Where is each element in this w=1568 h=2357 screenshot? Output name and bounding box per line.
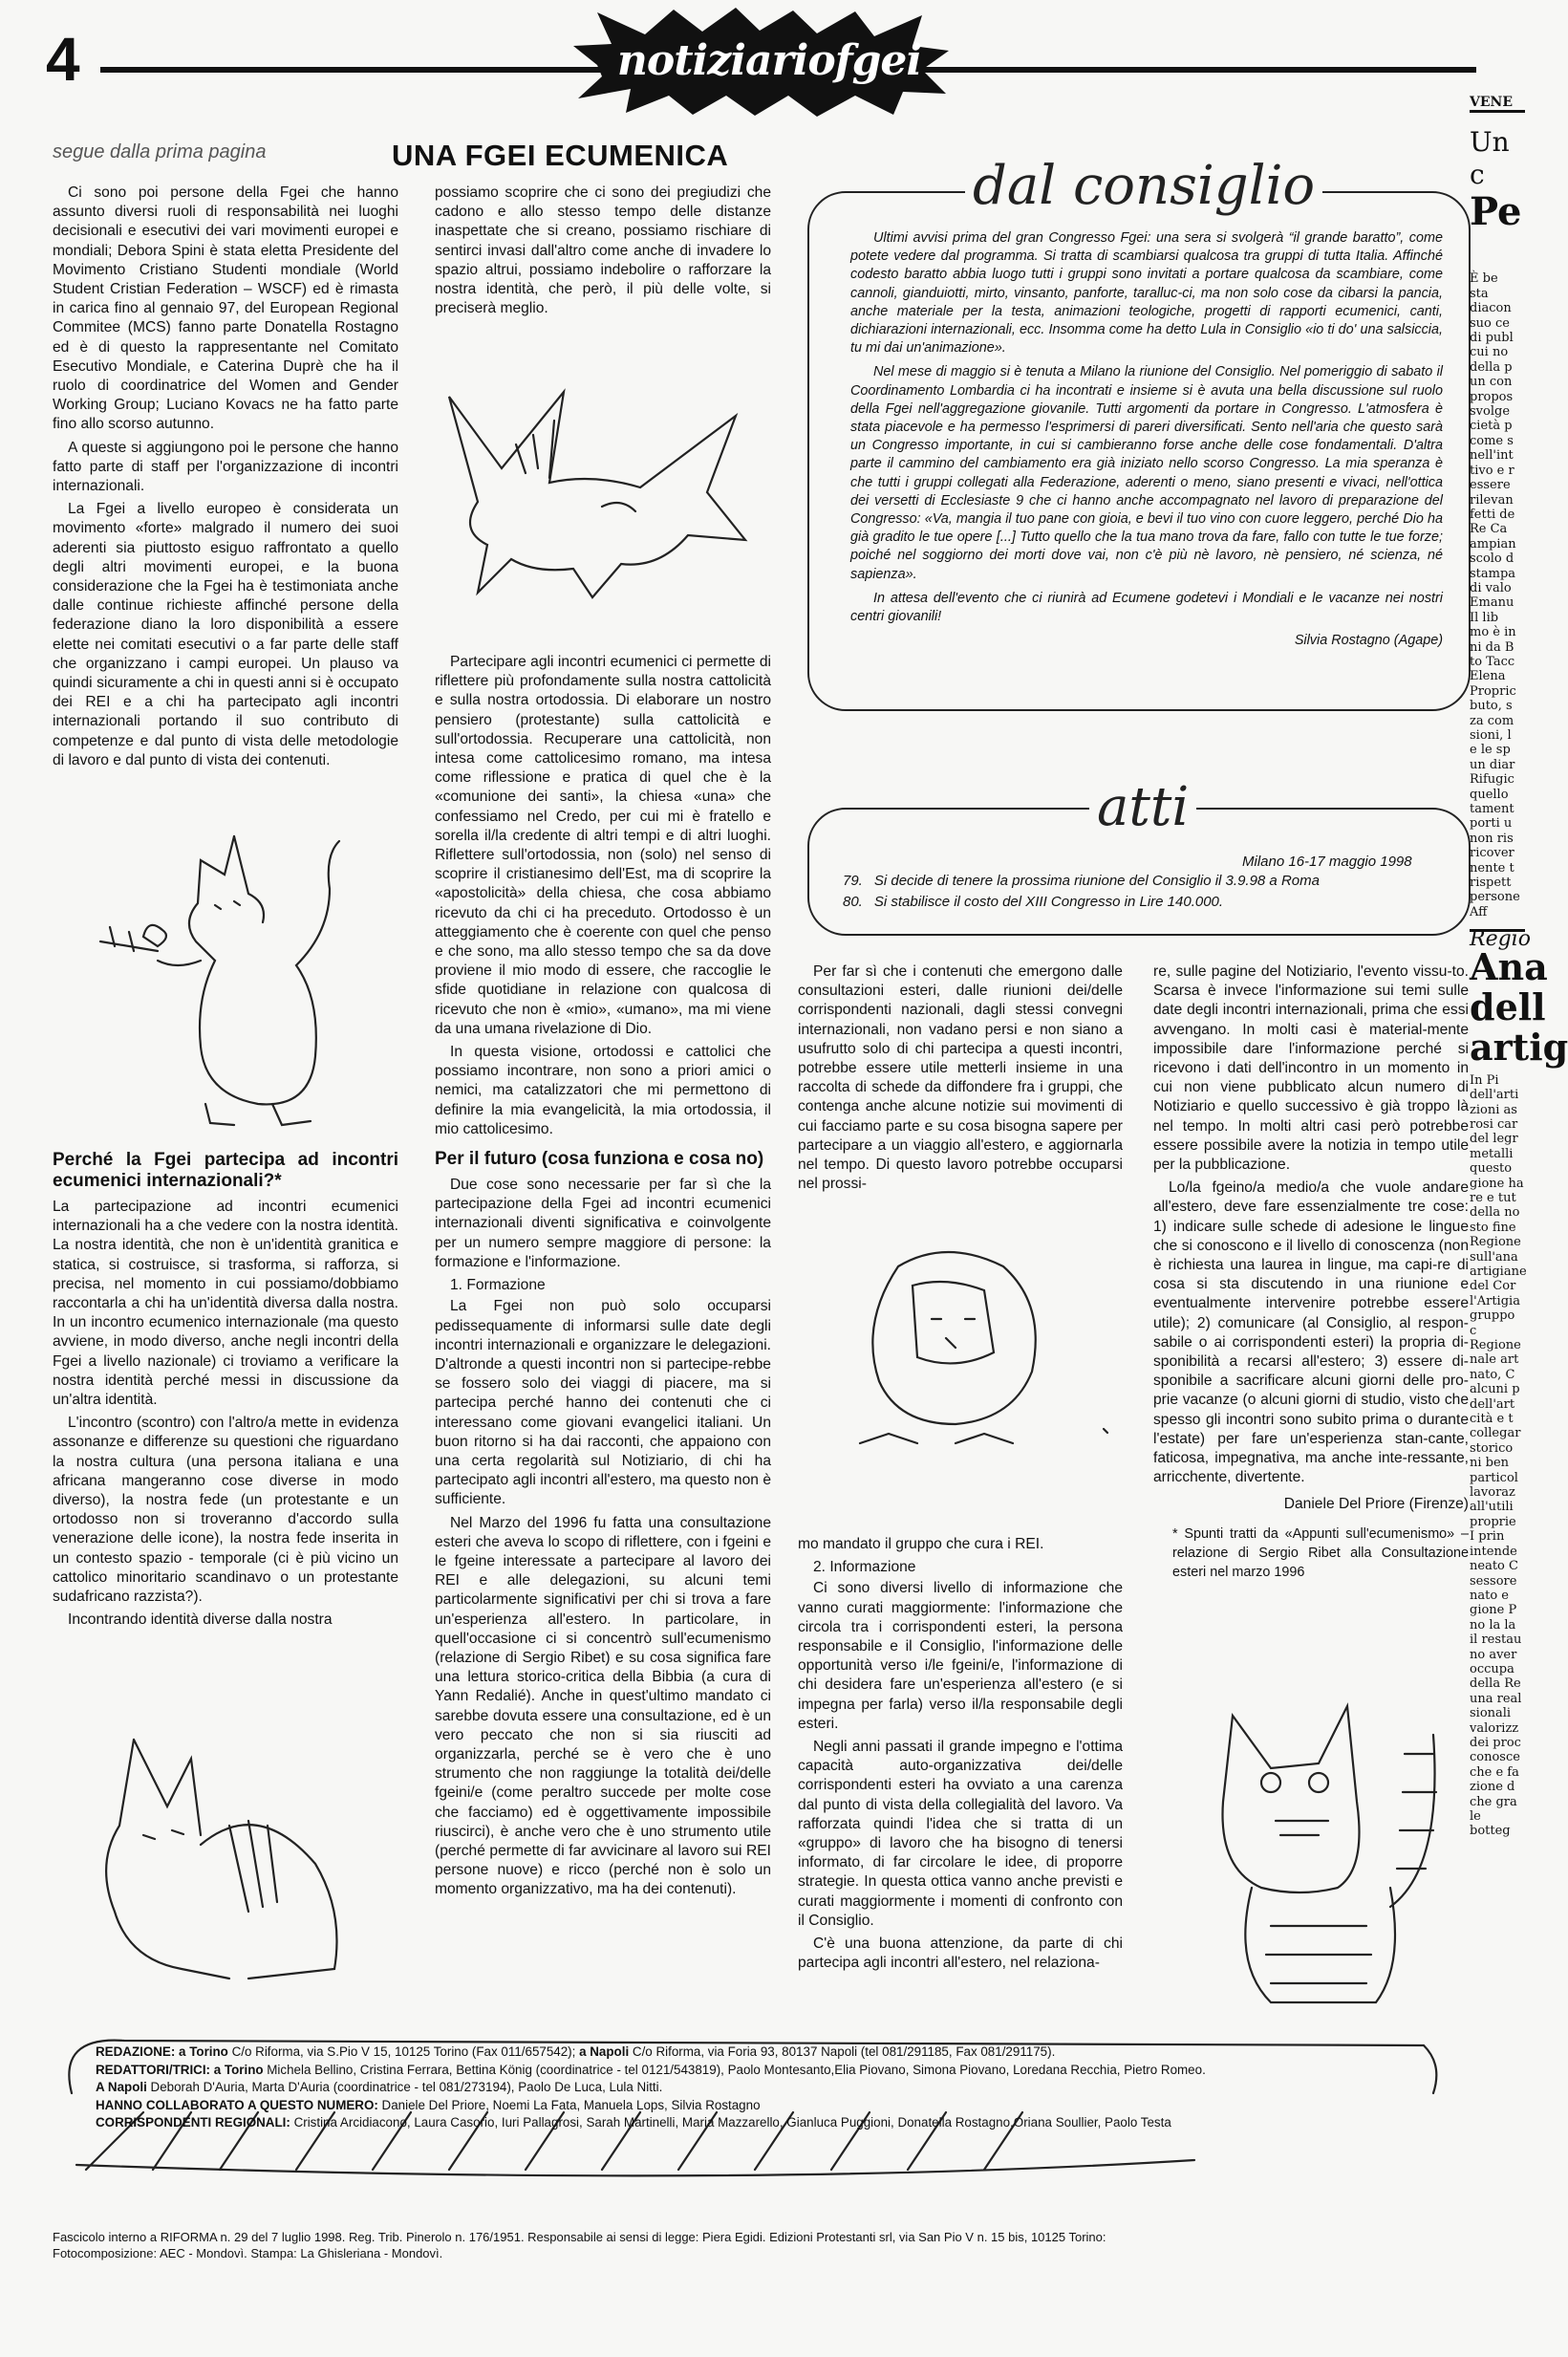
item-number: 79. xyxy=(843,873,863,889)
paragraph: Per far sì che i contenuti che emergono dalle consultazioni esteri, dalle riunioni dei/delle corrispondenti nazionali, dagli stessi convegni internazionali, non vadano persi e non siano a usufrutto solo di chi partecipa a questi incontri, potrebbe essere utile metterli insieme in una raccolta di schede da diffondere fra i gruppi, che contenga anche alcune notizie sui movimenti di cui facciamo parte e su cosa bisogna sapere per partecipare a un viaggio all'estero, e aggiornarla nel tempo. Di questo lavoro potrebbe occuparsi nel prossi- xyxy=(798,963,1123,1193)
paragraph: Lo/la fgeino/a medio/a che vuole andare all'estero, deve fare essenzialmente tre cose: 1) indicare sulle schede di adesione le lingue che si conoscono e il livello di conoscenza (non è richiesta una laurea in lingue, ma capi-re di cosa si sta discutendo in una riunione e eventualmente intervenire potrebbe essere utile); 2) comunicare (al Consiglio, al respon-sabile o ai corrispondenti esteri) la propria di-sponibilità a recarsi all'estero; 3) essere di-sponibile a sacrificare alcuni giorni delle pro-prie vacanze (o alcuni giorni di studio, visto che spesso gli incontri sono subito prima o durante l'estate) per fare un'esperienza stan-cante, faticosa, impegnativa, ma anche inte-ressante, arricchente, divertente. xyxy=(1153,1179,1469,1486)
strip-line: neato C xyxy=(1470,1559,1518,1574)
strip-line: di publ xyxy=(1470,331,1514,346)
label: CORRISPONDENTI REGIONALI: xyxy=(96,2115,290,2130)
strip-line: rispett xyxy=(1470,876,1512,891)
column-1-top xyxy=(53,184,398,774)
strip-line: una real xyxy=(1470,1691,1522,1706)
consiglio-title-wrap xyxy=(965,155,1322,217)
strip-line: I prin xyxy=(1470,1529,1505,1545)
column-2-top xyxy=(435,184,771,322)
strip-line: di valo xyxy=(1470,580,1512,595)
strip-line: all'utili xyxy=(1470,1500,1514,1515)
strip-line: Il lib xyxy=(1470,610,1499,625)
strip-line: cietà p xyxy=(1470,419,1513,434)
strip-line: metalli xyxy=(1470,1146,1514,1161)
strip-line: gione P xyxy=(1470,1603,1517,1618)
strip-line: l'Artigia xyxy=(1470,1293,1520,1308)
strip-line: sessore xyxy=(1470,1573,1517,1589)
strip-line: za com xyxy=(1470,713,1514,728)
strip-line: essere xyxy=(1470,478,1511,493)
strip-tab: VENE xyxy=(1470,96,1525,113)
label: A Napoli xyxy=(96,2080,147,2095)
article-title: UNA FGEI ECUMENICA xyxy=(392,139,729,172)
striped-cat-illustration xyxy=(1185,1677,1471,2022)
column-4 xyxy=(1153,962,1469,1586)
paragraph: possiamo scoprire che ci sono dei pregiudizi che cadono e allo stesso tempo delle distanze inaspettate che si creano, possiamo rischiare di sentirci invasi dall'altro come anche di invadere lo spazio altrui, possiamo indebolire o rafforzare la nostra identità, che però, il più delle volte, si preciserà meglio. xyxy=(435,184,771,317)
paragraph: mo mandato il gruppo che cura i REI. xyxy=(798,1536,1044,1552)
paragraph: La Fgei a livello europeo è considerata un movimento «forte» malgrado il numero dei suoi aderenti sia piuttosto esiguo raffrontato a quello degli altri movimenti europei, e la buona considerazione che la Fgei ha è testimoniata anche dalle continue richieste affinché persone della federazione diano la loro disponibilità a essere elette nei comitati esecutivi o a far parte delle staff che organizzano i campi europei. Un plauso va quindi sicuramente a chi in questi anni si è occupato dei REI e a chi ha partecipato agli incontri internazionali portando il suo contributo di competenze e dal punto di vista delle metodologie di lavoro e dal punto di vista dei contenuti. xyxy=(53,501,398,768)
paragraph: Ci sono diversi livello di informazione che vanno curati maggiormente: l'informazione che circola tra i corrispondenti esteri, la persona responsabile e il Consiglio, l'informazione delle opportunità verso i/le fgeini/e, l'informazione di chi desidera fare un'esperienza all'estero (e si impegna per farla) verso il/la responsabile degli esteri. xyxy=(798,1580,1123,1732)
strip-line: Rifugic xyxy=(1470,772,1514,788)
strip-line: storico xyxy=(1470,1440,1514,1456)
strip-line: intende xyxy=(1470,1544,1517,1559)
strip-line: questo xyxy=(1470,1161,1513,1177)
paragraph: La partecipazione ad incontri ecumenici internazionali ha a che vedere con la nostra identità. La nostra identità, che non è un'identità granitica e statica, si costruisce, si trasforma, si rafforza, si precisa, nel momento in cui possiamo/dobbiamo raccontarla a chi ha un'identità diversa dalla nostra. In un incontro ecumenico internazionale (ma questo avviene, in modo diverso, anche negli incontri della Fgei a livello nazionale) ci troviamo a verificare la nostra identità perché messi in discussione da un'altra identità. xyxy=(53,1199,398,1409)
strip-line: ampian xyxy=(1470,536,1516,551)
strip-line: In Pi xyxy=(1470,1072,1499,1088)
paragraph: re, sulle pagine del Notiziario, l'evento vissu-to. Scarsa è invece l'informazione sui temi sulle date degli incontri internazionali, prima che essi avvengano. In molti casi è material-mente impossibile dare l'informazione perché si ricevono i dati dell'incontro in un momento in cui non viene pubblicato alcun numero di Notiziario e quello successivo è già troppo là nel tempo. In molti altri casi però potrebbe essere possibile avere la notizia in tempo utile per la pubblicazione. xyxy=(1153,963,1469,1174)
paragraph: In questa visione, ortodossi e cattolici che possiamo incontrare, non sono a priori amici o nemici, ma catalizzatori che mi permettono di definire la mia evangelicità, la mia ortodossia, il mio cattolicesimo. xyxy=(435,1044,771,1137)
strip-line: particol xyxy=(1470,1470,1518,1485)
strip-line: Regione xyxy=(1470,1338,1521,1352)
strip-line: sioni, l xyxy=(1470,728,1512,743)
strip-line: conosce xyxy=(1470,1750,1520,1765)
strip-line: È be xyxy=(1470,271,1498,287)
strip-line: ricover xyxy=(1470,846,1514,861)
section-heading: Perché la Fgei partecipa ad incontri ecumenici internazionali?* xyxy=(53,1150,398,1191)
credits-line: REDAZIONE: a Torino C/o Riforma, via S.Pio V 15, 10125 Torino (Fax 011/657542); a Napoli C/o Riforma, via Foria 93, 80137 Napoli (tel 081/291185, Fax 081/291175). xyxy=(96,2044,1056,2059)
strip-line: no la la xyxy=(1470,1617,1516,1633)
strip-line: tivo e r xyxy=(1470,463,1514,478)
column-3-top xyxy=(798,962,1123,1198)
strip-line: re e tut xyxy=(1470,1190,1516,1205)
strip-line: del Cor xyxy=(1470,1279,1516,1294)
strip-line: dell'arti xyxy=(1470,1088,1519,1103)
strip-line: fetti de xyxy=(1470,507,1515,522)
label: HANNO COLLABORATO A QUESTO NUMERO: xyxy=(96,2097,378,2112)
strip-text xyxy=(1470,1073,1525,1839)
label: REDAZIONE: a Torino xyxy=(96,2044,228,2059)
paragraph: Ci sono poi persone della Fgei che hanno assunto diversi ruoli di responsabilità nei luoghi decisionali e esecutivi dei vari movimenti europei e mondiali; Debora Spini è stata eletta Presidente del Movimento Cristiano Studenti mondiale (World Student Cristian Federation – WSCF) ed è rimasta in carica fino al gennaio 97, del European Regional Commitee (MCS) fanno parte Donatella Rostagno ed è di questo la rappresentante nel Comitato Esecutivo Mondiale, e Caterina Duprè che ha il ruolo di coordinatrice del Women and Gender Working Group; Luciano Kovacs ne ha fatto parte fino allo scorso autunno. xyxy=(53,184,398,433)
strip-heading: Ana xyxy=(1470,944,1548,988)
atti-title: atti xyxy=(1089,776,1196,838)
strip-line: nato e xyxy=(1470,1588,1509,1603)
strip-line: un diar xyxy=(1470,757,1515,772)
continued-note: segue dalla prima pagina xyxy=(53,141,267,162)
strip-line: della no xyxy=(1470,1205,1520,1221)
strip-line: gruppo c xyxy=(1470,1308,1515,1338)
strip-line: nale art xyxy=(1470,1352,1519,1368)
page-number: 4 xyxy=(46,25,80,94)
article-signature: Daniele Del Priore (Firenze) xyxy=(1283,1496,1469,1513)
strip-line: le botteg xyxy=(1470,1809,1511,1839)
strip-line: Re Ca xyxy=(1470,522,1508,537)
strip-line: collegar xyxy=(1470,1426,1521,1441)
strip-heading: dell xyxy=(1470,984,1546,1028)
strip-line: valorizz xyxy=(1470,1720,1519,1736)
strip-line: Propric xyxy=(1470,683,1516,699)
strip-heading: Un c xyxy=(1470,126,1510,191)
strip-line: Aff xyxy=(1470,904,1488,919)
strip-line: persone xyxy=(1470,890,1520,905)
strip-line: come s xyxy=(1470,433,1514,448)
fox-creature-illustration xyxy=(420,378,774,607)
consiglio-title: dal consiglio xyxy=(965,155,1322,217)
column-1-bottom xyxy=(53,1140,398,1633)
strip-line: mo è in xyxy=(1470,625,1516,640)
paragraph: L'incontro (scontro) con l'altro/a mette in evidenza assonanze e differenze su questioni che riguardano la nostra cultura (una persona italiana e una africana mangeranno cose diverse in modo diverso), la nostra fede (un protestante e un ortodosso non si troveranno d'accordo sulla venerazione delle icone), la nostra fede inserita in un contesto spazio - temporale (ci è più vicino un cattolico minoritario scandinavo o un protestante sudafricano razzista?). xyxy=(53,1415,398,1606)
paragraph: C'è una buona attenzione, da parte di chi partecipa agli incontri all'estero, nel relaziona- xyxy=(798,1935,1123,1972)
strip-line: del legr xyxy=(1470,1132,1518,1147)
cat-face-illustration xyxy=(841,1238,1118,1462)
list-item xyxy=(843,872,1329,891)
strip-line: sull'ana xyxy=(1470,1249,1518,1265)
strip-line: gione ha xyxy=(1470,1176,1524,1191)
section-heading: Per il futuro (cosa funziona e cosa no) xyxy=(435,1149,764,1170)
strip-line: nato, C xyxy=(1470,1367,1515,1382)
strip-line: dei proc xyxy=(1470,1735,1521,1750)
strip-line: Elena xyxy=(1470,669,1506,684)
paragraph: Nel mese di maggio si è tenuta a Milano la riunione del Consiglio. Nel pomeriggio di sabato il Coordinamento Lombardia ci ha incontrati e insieme si è avuta una bella discussione sul ruolo della Fgei nell'aggregazione giovanile. Tutti argomenti da portare in Congresso. L'atmosfera è stata piacevole e ha permesso l'esprimersi di pareri diversificati. Sento nell'aria che questo sarà un Congresso importante, in cui si cambieranno forse anche delle cose fondamentali. D'altra parte il cammino del cambiamento era già iniziato nello scorso Congresso. La mia speranza è che tutti i gruppi collegati alla Federazione, aderenti o meno, siano presenti e vivaci, nell'ottica dei versetti di Ecclesiaste 9 che ci hanno anche accompagnato nel lavoro di preparazione del Congresso: «Va, mangia il tuo pane con gioia, e bevi il tuo vino con cuore leggero, perché Dio ha già gradito le tue opere [...] Tutto quello che la tua mano trova da fare, fallo con tutte le tue forze; poiché nel soggiorno dei morti dove vai, non c'è più nè lavoro, nè pensiero, né scienza, né sapienza». xyxy=(850,364,1443,582)
strip-line: rosi car xyxy=(1470,1116,1518,1132)
strip-line: propos xyxy=(1470,389,1514,404)
paragraph: Due cose sono necessarie per far sì che la partecipazione della Fgei ad incontri ecumenici internazionali diventi significativa e coinvolgente per un numero sempre maggiore di persone: la formazione e l'informazione. xyxy=(435,1177,771,1270)
strip-heading: Pe xyxy=(1470,189,1522,235)
strip-line: Regione xyxy=(1470,1235,1521,1250)
strip-line: nente t xyxy=(1470,860,1514,876)
strip-line: proprie xyxy=(1470,1514,1516,1529)
column-3-bottom xyxy=(798,1535,1123,1977)
paragraph: Incontrando identità diverse dalla nostra xyxy=(68,1611,333,1629)
strip-line: il restau xyxy=(1470,1633,1522,1648)
strip-line: stampa xyxy=(1470,566,1516,581)
strip-line: buto, s xyxy=(1470,699,1513,714)
strip-line: cità e t xyxy=(1470,1412,1514,1427)
strip-line: cui no xyxy=(1470,345,1509,360)
credits-line: CORRISPONDENTI REGIONALI: Cristina Arcidiacono, Laura Casorio, Iuri Pallagrosi, Sarah Martinelli, Maria Mazzarello, Gianluca Puggioni, Donatella Rostagno,Oriana Soullier, Paolo Testa xyxy=(96,2115,1171,2130)
strip-line: tament xyxy=(1470,802,1514,817)
subheading: 2. Informazione xyxy=(813,1559,916,1576)
strip-line: che e fa xyxy=(1470,1764,1519,1780)
masthead-title: notiziariofgei xyxy=(616,36,922,85)
colophon-line: Fotocomposizione: AEC - Mondovì. Stampa: La Ghisleriana - Mondovì. xyxy=(53,2246,443,2260)
strip-line: e le sp xyxy=(1470,743,1511,758)
strip-line: svolge xyxy=(1470,404,1511,420)
strip-line: Emanu xyxy=(1470,595,1514,611)
paragraph: Ultimi avvisi prima del gran Congresso Fgei: una sera si svolgerà “il grande baratto”, come potete vedere dal programma. Si tratta di scambiarsi qualcosa tra gruppi di tutta Italia. Affinché codesto baratto abbia luogo tutti i gruppi sono invitati a portare qualcosa da scambiare, come cannoli, gianduiotti, mirto, vinsanto, panforte, taralluc-ci, ma non solo cose da cibarsi la pancia, anche materiale per la testa, animazioni teologiche, progetti di rapporti ecumenici, canti, dichiarazioni internazionali, ecc. Insomma come ha detto Lula in Consiglio «io ti do' una salsiccia, tu mi dai un'animazione». xyxy=(850,230,1443,357)
strip-text xyxy=(1470,271,1525,919)
strip-line: quello xyxy=(1470,787,1509,802)
strip-line: ni da B xyxy=(1470,639,1514,655)
label: REDATTORI/TRICI: a Torino xyxy=(96,2062,264,2077)
strip-line: sta xyxy=(1470,286,1489,301)
strip-line: ni ben xyxy=(1470,1456,1510,1471)
strip-line: non ris xyxy=(1470,831,1514,846)
strip-line: dell'art xyxy=(1470,1396,1515,1412)
credits-line: HANNO COLLABORATO A QUESTO NUMERO: Daniele Del Priore, Noemi La Fata, Manuela Lops, Silvia Rostagno xyxy=(96,2097,761,2112)
kangaroo-with-bird-illustration xyxy=(91,817,377,1133)
paragraph: La Fgei non può solo occuparsi pedissequamente di informarsi sulle date degli incontri internazionali e organizzare le delegazioni. D'altronde a questi incontri non si partecipe-rebbe se fossero solo dei viaggi di piacere, ma si partecipa perché hanno dei contenuti che ci interessano come giovani evangelici italiani. Un buon ritorno si ha dai racconti, che appaiono con una certa regolarità sul Notiziario, di chi ha partecipato agli incontri all'estero, ma questo non è sufficiente. xyxy=(435,1298,771,1508)
strip-line: che gra xyxy=(1470,1794,1517,1809)
strip-line: occupa xyxy=(1470,1661,1514,1676)
colophon-line: Fascicolo interno a RIFORMA n. 29 del 7 luglio 1998. Reg. Trib. Pinerolo n. 176/1951. Responsabile ai sensi di legge: Piera Egidi. Edizioni Protestanti srl, via San Pio V n. 15 bis, 10125 Torino: xyxy=(53,2230,1106,2244)
cat-and-bird-illustration xyxy=(57,1720,401,1998)
column-2-bottom xyxy=(435,653,771,1904)
strip-line: un con xyxy=(1470,375,1513,390)
paragraph: Nel Marzo del 1996 fu fatta una consultazione esteri che aveva lo scopo di riflettere, con i fgeini e le fgeine interessate a partecipare al lavoro dei REI e alle delegazioni, su alcuni temi particolarmente significativi per chi si trova a fare un'esperienza all'estero. In particolare, in quell'occasione ci si concentrò sull'ecumenismo (relazione di Sergio Ribet) e su cosa significa fare una lettura storico-critica della Bibbia (a cura di Yann Redalié). Anche in quest'ultimo mandato ci sarebbe dovuta essere una consultazione, ed è un vero peccato che non si sia riusciti ad organizzarla, perché se è vero che è uno strumento che non raggiunge la totalità dei/delle fgeini/e (come peraltro succede per molte cose che facciamo) ed è oggettivamente impossibile riuscirci), è anche vero che è uno strumento utile (perché permette di far avvicinare al lavoro sui REI persone nuove) e ricco (perché non è solo un momento organizzativo, ma ha dei contenuti). xyxy=(435,1514,771,1898)
strip-heading: artig xyxy=(1470,1025,1568,1069)
atti-list xyxy=(841,870,1331,914)
strip-line: zioni as xyxy=(1470,1102,1517,1117)
item-number: 80. xyxy=(843,894,863,910)
item-text: Si stabilisce il costo del XIII Congresso in Lire 140.000. xyxy=(873,894,1224,910)
strip-line: no aver xyxy=(1470,1647,1517,1662)
editorial-credits xyxy=(96,2043,1452,2132)
strip-line: scolo d xyxy=(1470,551,1514,567)
subheading: 1. Formazione xyxy=(450,1277,546,1294)
strip-tab: Regio xyxy=(1470,927,1531,952)
item-text: Si decide di tenere la prossima riunione del Consiglio il 3.9.98 a Roma xyxy=(873,873,1320,889)
strip-line: artigiane xyxy=(1470,1264,1527,1279)
atti-location: Milano 16-17 maggio 1998 xyxy=(1242,854,1412,870)
consiglio-signature: Silvia Rostagno (Agape) xyxy=(1294,633,1443,649)
list-item xyxy=(843,893,1329,912)
strip-line: porti u xyxy=(1470,816,1513,832)
strip-line: suo ce xyxy=(1470,315,1510,331)
strip-line: sto fine xyxy=(1470,1220,1516,1235)
strip-line: della Re xyxy=(1470,1676,1521,1692)
credits-line: REDATTORI/TRICI: a Torino Michela Bellino, Cristina Ferrara, Bettina König (coordinatrice - tel 0121/543819), Paolo Montesanto,Elia Piovano, Simona Piovano, Loredana Recchia, Pietro Romeo. xyxy=(96,2062,1206,2077)
strip-line: lavoraz xyxy=(1470,1485,1515,1501)
strip-line: della p xyxy=(1470,359,1513,375)
strip-line: sionali xyxy=(1470,1706,1512,1721)
strip-line: zione d xyxy=(1470,1780,1515,1795)
consiglio-text xyxy=(850,229,1443,650)
footnote: * Spunti tratti da «Appunti sull'ecumenismo» – relazione di Sergio Ribet alla Consultazione esteri nel marzo 1996 xyxy=(1172,1525,1469,1581)
atti-title-wrap xyxy=(1089,776,1196,838)
credits-line: A Napoli Deborah D'Auria, Marta D'Auria (coordinatrice - tel 081/273194), Paolo De Luca, Lula Nitti. xyxy=(96,2080,663,2095)
strip-line: nell'int xyxy=(1470,448,1514,464)
paragraph: A queste si aggiungono poi le persone che hanno fatto parte di staff per l'organizzazione di incontri internazionali. xyxy=(53,439,398,495)
paragraph: In attesa dell'evento che ci riunirà ad Ecumene godetevi i Mondiali e le vacanze nei nostri centri giovanili! xyxy=(850,590,1443,625)
strip-line: diacon xyxy=(1470,301,1512,316)
colophon xyxy=(53,2229,1295,2261)
strip-line: to Tacc xyxy=(1470,654,1515,669)
adjacent-page-strip xyxy=(1470,95,1568,2357)
paragraph: Partecipare agli incontri ecumenici ci permette di riflettere più profondamente sulla nostra cattolicità e sulla nostra ortodossia. Di elaborare un nostro pensiero (protestante) sulla cattolicità e sull'ortodossia. Recuperare una cattolicità, non intesa come cattolicesimo romano, ma intesa come riflessione e pratica di quel che è la «comunione dei santi», la chiesa «una» che confessiamo nel Credo, per cui mi è fratello e sorella il/la credente di altri tempi e di altri luoghi. Riflettere sull'ortodossia, non (solo) nel senso di scoprire il cristianesimo dell'Est, ma di scoprire la «apostolicità» della chiesa, che cosa abbiamo ricevuto da chi ci ha preceduto. Ortodosso è un atteggiamento che è coerente con quel che penso e che sono, ma allo stesso tempo che sa da dove proviene il mio modo di essere, che raccoglie le sfide quotidiane in relazione con qualcosa di ricevuto che non è «mio», «umano», ma mi viene da una umana rivelazione di Dio. xyxy=(435,654,771,1037)
paragraph: Negli anni passati il grande impegno e l'ottima capacità auto-organizzativa dei/delle corrispondenti esteri ha ovviato a una carenza dal punto di vista della collegialità del lavoro. Va rafforzata quindi l'idea che si tratta di un «gruppo» di lavoro che ha bisogno di tenersi informato, di far circolare le idee, di proporre strategie. In questa ottica vanno anche previsti e curati maggiormente i momenti di confronto con il Consiglio. xyxy=(798,1739,1123,1929)
strip-line: rilevan xyxy=(1470,492,1514,508)
strip-line: alcuni p xyxy=(1470,1382,1520,1397)
